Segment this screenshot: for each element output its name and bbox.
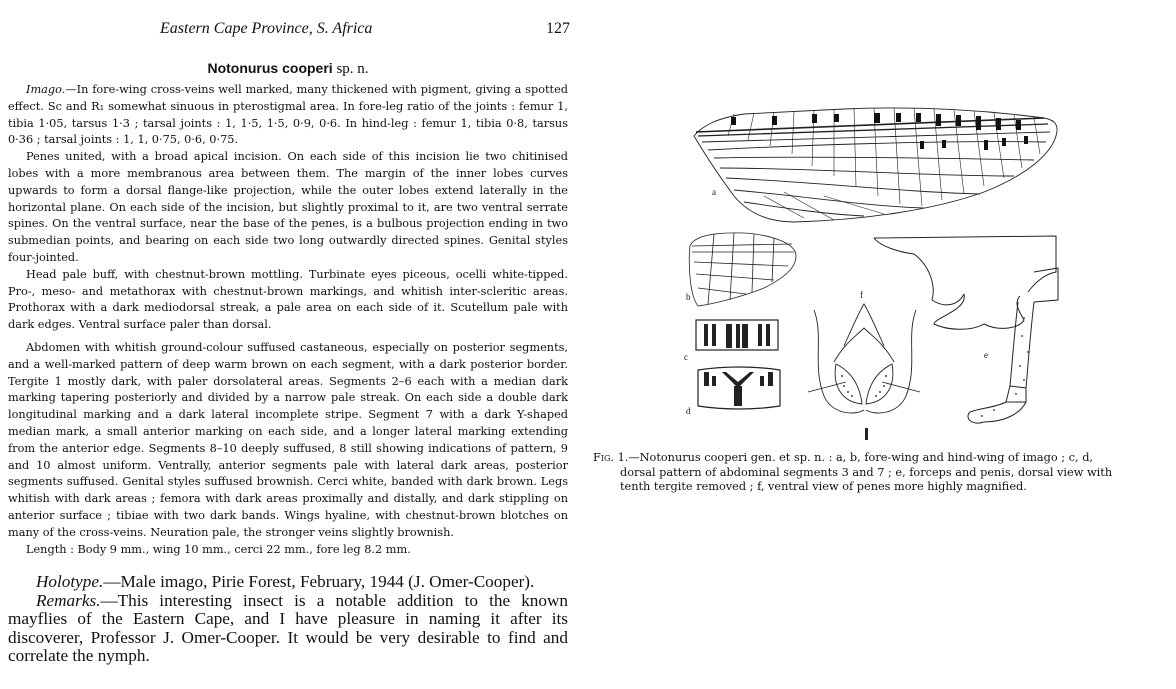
figure-label-f: f (860, 290, 863, 300)
imago-label: Imago. (26, 83, 66, 96)
holotype-paragraph (8, 573, 568, 592)
scale-bar (865, 428, 868, 440)
segment-7-pattern (698, 367, 780, 409)
remarks-text: —This interesting insect is a notable addition to the known mayflies of the Eastern Cape, and I have pleasure in naming it after its discoverer, Professor J. Omer-Cooper. It would be very desirable to find and correlate the nymph. (8, 590, 568, 666)
page-number: 127 (546, 20, 570, 37)
page-header (160, 20, 570, 40)
holotype-remarks-text (8, 573, 568, 666)
caption-line-1-text: —Notonurus cooperi gen. et sp. n. : a, b, fore-wing and hind-wing of imago ; c, d, (628, 451, 1094, 464)
forceps-penis-drawing (874, 236, 1058, 423)
caption-fig-label: Fig. 1. (593, 451, 629, 464)
holotype-label: Holotype. (36, 572, 104, 591)
segment-3-pattern (696, 320, 778, 350)
species-suffix: sp. n. (332, 61, 369, 77)
fore-wing-drawing (694, 108, 1057, 222)
remarks-label: Remarks. (36, 590, 101, 610)
figure-caption (593, 451, 1153, 495)
holotype-text: —Male imago, Pirie Forest, February, 1944 (J. Omer-Cooper). (103, 572, 535, 591)
caption-line-1 (593, 451, 1153, 466)
abdomen-paragraph: Abdomen with whitish ground-colour suffused castaneous, especially on posterior segments, and a well-marked pattern of deep warm brown on each segment, with a dark posterior border. Tergite 1 mostly dark, with paler dorsolateral areas. Segments 2–6 each with a median dark marking tapering posteriorly and divided by a narrow pale streak. On each side a double dark longitudinal marking and a dark lateral incomplete stripe. Segment 7 with a dark Y-shaped median mark, a small anterior marking on each side, and a longer lateral marking extending from the anterior edge. Segments 8–10 deeply suffused, 8 still showing indications of pattern, 9 and 10 almost uniform. Ventrally, anterior segments pale with lateral dark areas, posterior segments suffused. Genital styles suffused brownish. Cerci white, banded with dark brown. Legs whitish with dark areas ; femora with dark areas proximally and distally, and dark stippling on anterior surface ; tibiae with two dark bands. Wings hyaline, with chestnut-brown blotches on many of the cross-veins. Neuration pale, the stronger veins slightly brownish. (8, 340, 568, 539)
species-title (8, 60, 568, 78)
penes-ventral-drawing (808, 304, 920, 413)
species-name: Notonurus cooperi (207, 60, 333, 76)
caption-line-3: tenth tergite removed ; f, ventral view of penes more highly magnified. (620, 480, 1027, 494)
description-text (8, 82, 568, 558)
running-title: Eastern Cape Province, S. Africa (160, 20, 373, 37)
remarks-paragraph (8, 592, 568, 666)
imago-text: —In fore-wing cross-veins well marked, many thickened with pigment, giving a spotted effect. Sc and R₁ somewhat sinuous in pterostigmal area. In fore-leg ratio of the joints : femur 1, tibia 1·05, tarsus 1·3 ; tarsal joints : 1, 1·5, 1·5, 0·9, 0·6. In hind-leg : femur 1, tibia 0·8, tarsus 0·36 ; tarsal joints : 1, 1, 0·75, 0·6, 0·75. (8, 83, 568, 147)
figure-label-b: b (686, 292, 691, 302)
caption-line-2: dorsal pattern of abdominal segments 3 and 7 ; e, forceps and penis, dorsal view with (620, 465, 1113, 479)
figure-label-a: a (712, 187, 716, 197)
figure-label-c: c (684, 352, 688, 362)
hind-wing-drawing (689, 233, 796, 306)
figure-label-e: e (984, 350, 988, 360)
figure-label-d: d (686, 406, 691, 416)
imago-paragraph (8, 82, 568, 149)
head-paragraph: Head pale buff, with chestnut-brown mottling. Turbinate eyes piceous, ocelli white-tipped. Pro-, meso- and metathorax with chestnut-brown markings, and whitish inter-scleritic areas. Prothorax with a dark mediodorsal streak, a pale area on each side of it. Scutellum pale with dark edges. Ventral surface paler than dorsal. (8, 267, 568, 332)
penes-paragraph: Penes united, with a broad apical incision. On each side of this incision lie two chitinised lobes with a more membranous area between them. The margin of the inner lobes curves upwards to form a dorsal flange-like projection, while the outer lobes extend laterally in the horizontal plane. On each side of the incision, but slightly proximal to it, are two ventral serrate spines. On the ventral surface, near the base of the penes, is a bulbous projection ending in two submedian points, and bearing on each side two long outwardly directed spines. Genital styles four-jointed. (8, 150, 568, 264)
length-paragraph: Length : Body 9 mm., wing 10 mm., cerci 22 mm., fore leg 8.2 mm. (26, 542, 411, 556)
figure-1 (684, 96, 1062, 441)
